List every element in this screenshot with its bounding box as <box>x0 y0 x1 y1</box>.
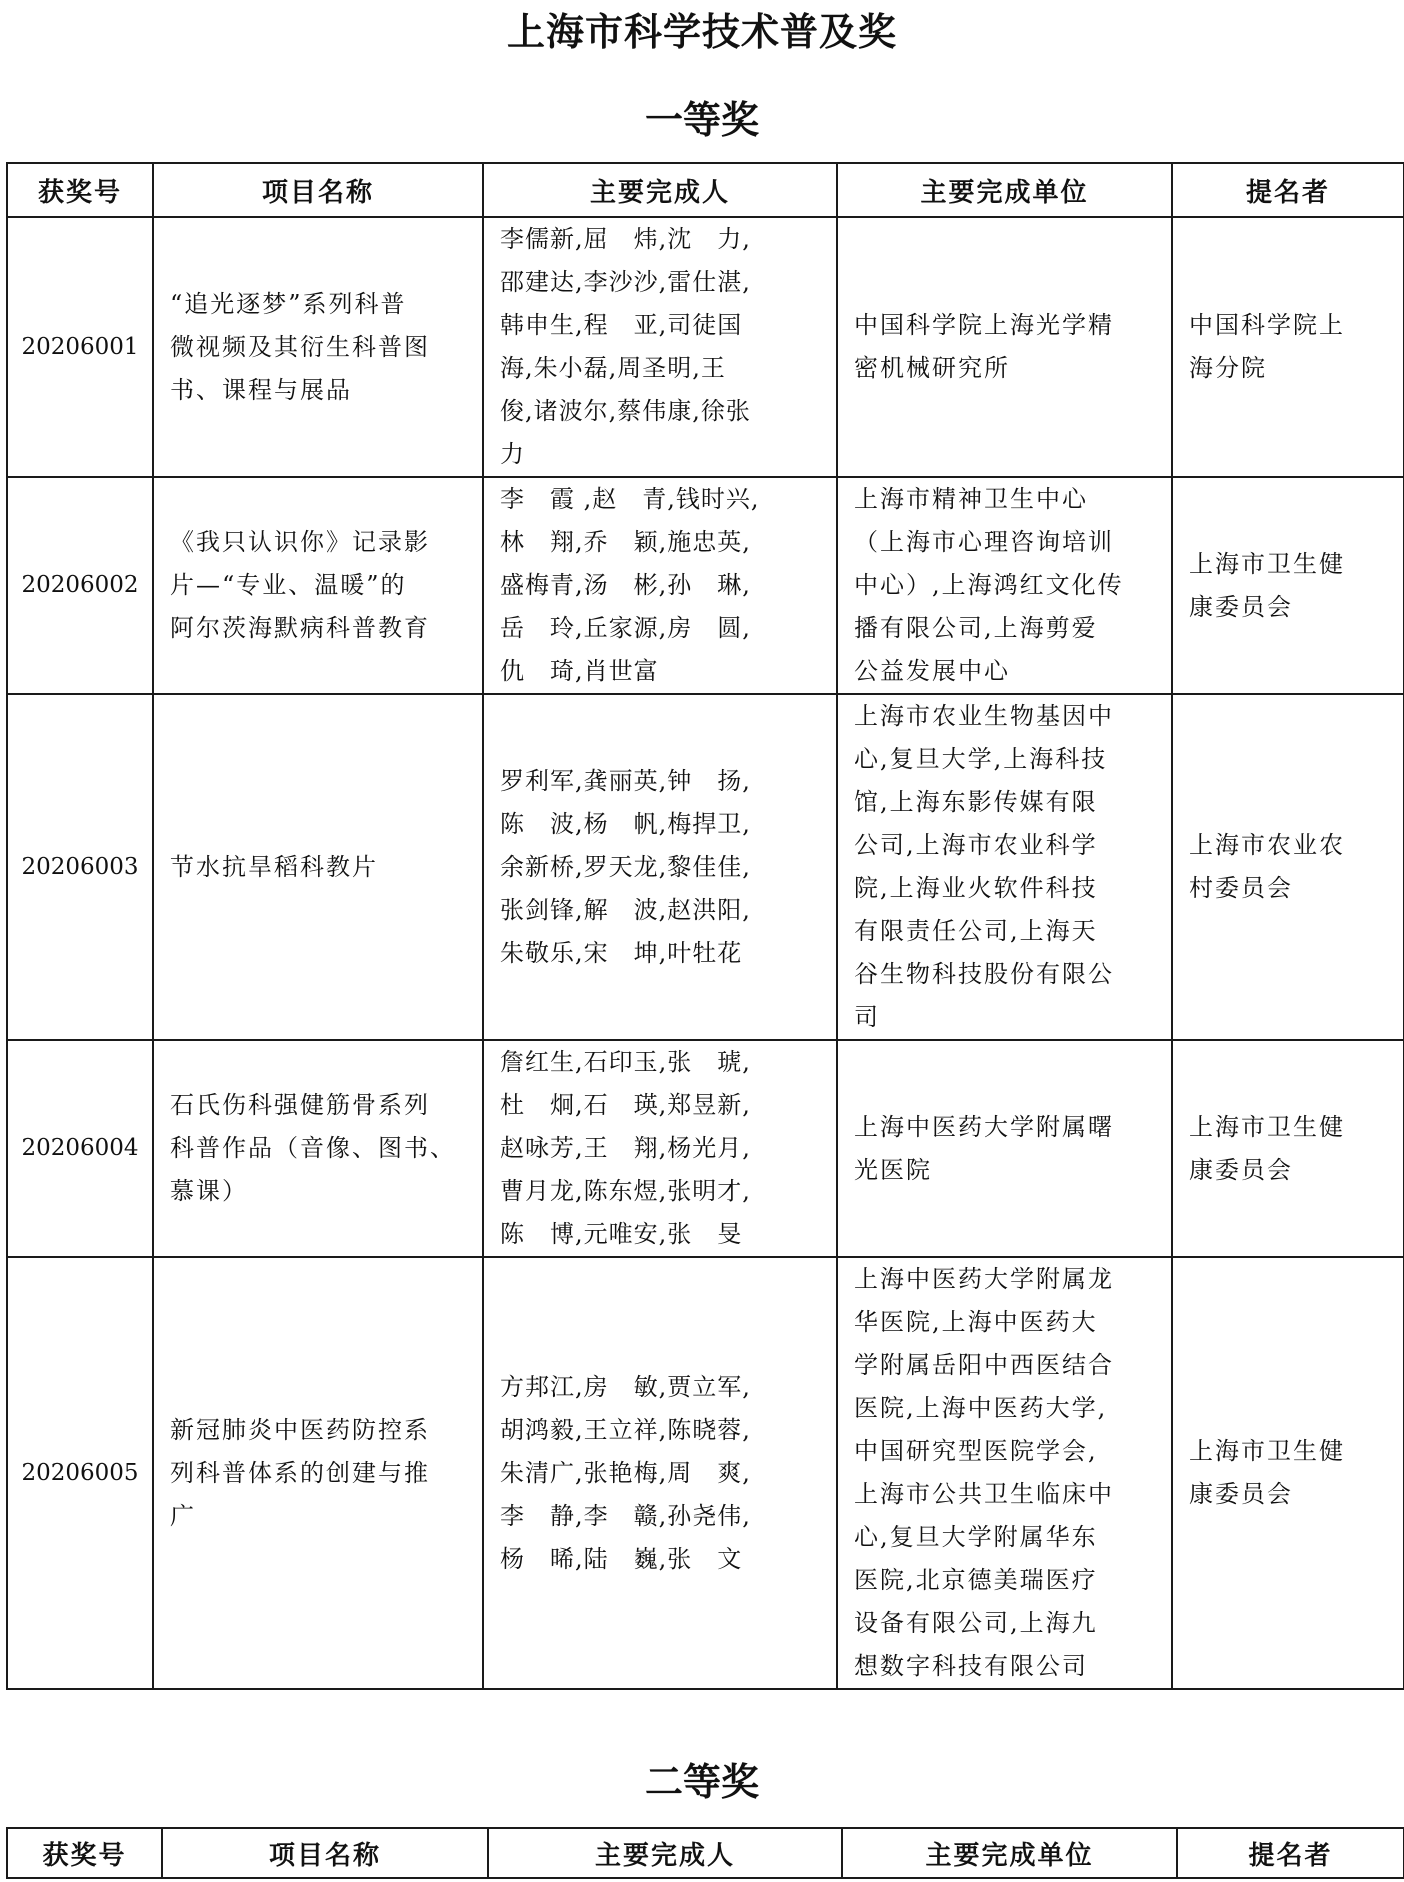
second-prize-table <box>6 1827 1404 1879</box>
cell-text-line: 村委员会 <box>1189 874 1293 902</box>
table-row <box>7 217 1404 477</box>
project-name-cell <box>153 1040 483 1257</box>
column-header-main-contributors: 主要完成人 <box>488 1828 842 1878</box>
cell-text-line: 岳 玲,丘家源,房 圆, <box>500 614 751 642</box>
table-header-row <box>7 1828 1404 1878</box>
cell-text-line: 馆,上海东影传媒有限 <box>854 788 1098 816</box>
cell-text-line: 康委员会 <box>1189 1155 1293 1184</box>
cell-text-line: 想数字科技有限公司 <box>854 1652 1088 1680</box>
cell-text-line: 院,上海业火软件科技 <box>854 874 1098 902</box>
cell-text-line: 中心）,上海鸿红文化传 <box>854 571 1124 599</box>
award-number-cell: 20206004 <box>7 1040 153 1257</box>
cell-text-line: 陈 博,元唯安,张 旻 <box>500 1220 743 1248</box>
nominator-cell <box>1172 1040 1404 1257</box>
cell-text-line: 俊,诸波尔,蔡伟康,徐张 <box>500 397 751 425</box>
column-header-main-units: 主要完成单位 <box>842 1828 1177 1878</box>
cell-text-line: 公益发展中心 <box>854 657 1010 685</box>
cell-text-line: 医院,上海中医药大学, <box>854 1394 1108 1422</box>
cell-text-line: 上海市卫生健 <box>1189 1112 1345 1141</box>
cell-text-line: 朱清广,张艳梅,周 爽, <box>500 1458 751 1487</box>
cell-text-line: 广 <box>170 1501 196 1530</box>
cell-text-line: （上海市心理咨询培训 <box>854 528 1114 556</box>
cell-text-line: 上海市卫生健 <box>1189 1437 1345 1465</box>
main-contributors-cell <box>483 694 837 1040</box>
cell-text-line: 心,复旦大学,上海科技 <box>854 745 1108 773</box>
cell-text-line: 阿尔茨海默病科普教育 <box>170 614 430 642</box>
cell-text-line: 杜 炯,石 瑛,郑昱新, <box>500 1091 751 1119</box>
cell-text-line: 上海市卫生健 <box>1189 549 1345 578</box>
cell-text-line: “追光逐梦”系列科普 <box>170 289 407 318</box>
main-units-cell <box>837 1040 1172 1257</box>
table-row <box>7 694 1404 1040</box>
cell-text-line: 海,朱小磊,周圣明,王 <box>500 354 726 382</box>
cell-text-line: 设备有限公司,上海九 <box>854 1609 1098 1637</box>
cell-text-line: 中国科学院上 <box>1189 311 1345 339</box>
cell-text-line: 朱敬乐,宋 坤,叶牡花 <box>500 938 743 967</box>
cell-text-line: 石氏伤科强健筋骨系列 <box>170 1091 430 1119</box>
cell-text-line: 陈 波,杨 帆,梅捍卫, <box>500 809 751 838</box>
nominator-cell <box>1172 1257 1404 1689</box>
main-units-cell <box>837 694 1172 1040</box>
first-prize-table <box>6 162 1404 1690</box>
cell-text-line: 医院,北京德美瑞医疗 <box>854 1566 1098 1594</box>
column-header-nominator: 提名者 <box>1177 1828 1404 1878</box>
cell-text-line: 《我只认识你》记录影 <box>170 528 430 556</box>
main-contributors-cell <box>483 1257 837 1689</box>
cell-text-line: 上海中医药大学附属龙 <box>854 1265 1114 1293</box>
cell-text-line: 华医院,上海中医药大 <box>854 1308 1098 1336</box>
nominator-cell <box>1172 694 1404 1040</box>
project-name-cell <box>153 694 483 1040</box>
main-units-cell <box>837 217 1172 477</box>
cell-text-line: 詹红生,石印玉,张 琥, <box>500 1048 751 1076</box>
cell-text-line: 光医院 <box>854 1155 932 1184</box>
cell-text-line: 上海市农业生物基因中 <box>854 702 1114 730</box>
table-row <box>7 1040 1404 1257</box>
column-header-project-name: 项目名称 <box>162 1828 488 1878</box>
cell-text-line: 曹月龙,陈东煜,张明才, <box>500 1177 751 1205</box>
project-name-cell <box>153 217 483 477</box>
cell-text-line: 海分院 <box>1189 354 1267 382</box>
first-prize-heading: 一等奖 <box>644 98 759 142</box>
column-header-project-name: 项目名称 <box>153 163 483 217</box>
nominator-cell <box>1172 217 1404 477</box>
cell-text-line: 罗利军,龚丽英,钟 扬, <box>500 766 751 795</box>
cell-text-line: 谷生物科技股份有限公 <box>854 960 1114 988</box>
main-contributors-cell <box>483 217 837 477</box>
column-header-main-units: 主要完成单位 <box>837 163 1172 217</box>
cell-text-line: 余新桥,罗天龙,黎佳佳, <box>500 852 751 881</box>
cell-text-line: 司 <box>854 1003 880 1031</box>
cell-text-line: 李 霞 ,赵 青,钱时兴, <box>500 485 760 513</box>
cell-text-line: 中国研究型医院学会, <box>854 1437 1098 1465</box>
column-header-main-contributors: 主要完成人 <box>483 163 837 217</box>
cell-text-line: 中国科学院上海光学精 <box>854 311 1114 339</box>
cell-text-line: 方邦江,房 敏,贾立军, <box>500 1372 751 1401</box>
main-units-cell <box>837 1257 1172 1689</box>
column-header-award-no: 获奖号 <box>7 163 153 217</box>
cell-text-line: 有限责任公司,上海天 <box>854 917 1098 945</box>
cell-text-line: 康委员会 <box>1189 1480 1293 1508</box>
cell-text-line: 杨 晞,陆 巍,张 文 <box>500 1544 743 1573</box>
cell-text-line: 李儒新,屈 炜,沈 力, <box>500 225 751 253</box>
cell-text-line: 康委员会 <box>1189 592 1293 621</box>
cell-text-line: 盛梅青,汤 彬,孙 琳, <box>500 571 751 599</box>
table-header-row <box>7 163 1404 217</box>
cell-text-line: 公司,上海市农业科学 <box>854 831 1098 859</box>
cell-text-line: 学附属岳阳中西医结合 <box>854 1351 1114 1379</box>
cell-text-line: 新冠肺炎中医药防控系 <box>170 1415 430 1444</box>
cell-text-line: 张剑锋,解 波,赵洪阳, <box>500 895 751 924</box>
cell-text-line: 上海中医药大学附属曙 <box>854 1112 1114 1141</box>
cell-text-line: 书、课程与展品 <box>170 375 352 404</box>
cell-text-line: 播有限公司,上海剪爱 <box>854 614 1098 642</box>
column-header-award-no: 获奖号 <box>7 1828 162 1878</box>
table-row <box>7 1257 1404 1689</box>
cell-text-line: 节水抗旱稻科教片 <box>170 852 378 881</box>
cell-text-line: 微视频及其衍生科普图 <box>170 332 430 361</box>
cell-text-line: 李 静,李 赣,孙尧伟, <box>500 1501 751 1530</box>
cell-text-line: 韩申生,程 亚,司徒国 <box>500 311 743 339</box>
page-title: 上海市科学技术普及奖 <box>506 10 897 54</box>
main-units-cell <box>837 477 1172 694</box>
main-contributors-cell <box>483 477 837 694</box>
nominator-cell <box>1172 477 1404 694</box>
cell-text-line: 赵咏芳,王 翔,杨光月, <box>500 1134 751 1162</box>
cell-text-line: 力 <box>500 440 525 468</box>
cell-text-line: 上海市公共卫生临床中 <box>854 1480 1114 1508</box>
award-number-cell: 20206003 <box>7 694 153 1040</box>
award-number-cell: 20206002 <box>7 477 153 694</box>
award-number-cell: 20206005 <box>7 1257 153 1689</box>
cell-text-line: 列科普体系的创建与推 <box>170 1458 430 1487</box>
cell-text-line: 胡鸿毅,王立祥,陈晓蓉, <box>500 1415 751 1444</box>
column-header-nominator: 提名者 <box>1172 163 1404 217</box>
main-contributors-cell <box>483 1040 837 1257</box>
cell-text-line: 片—“专业、温暖”的 <box>170 571 407 599</box>
cell-text-line: 仇 琦,肖世富 <box>500 657 659 685</box>
cell-text-line: 密机械研究所 <box>854 354 1010 382</box>
cell-text-line: 邵建达,李沙沙,雷仕湛, <box>500 268 751 296</box>
project-name-cell <box>153 1257 483 1689</box>
cell-text-line: 林 翔,乔 颖,施忠英, <box>500 528 751 556</box>
cell-text-line: 科普作品（音像、图书、 <box>170 1134 456 1162</box>
project-name-cell <box>153 477 483 694</box>
cell-text-line: 上海市精神卫生中心 <box>854 485 1088 513</box>
second-prize-heading: 二等奖 <box>644 1760 759 1804</box>
cell-text-line: 心,复旦大学附属华东 <box>854 1523 1098 1551</box>
cell-text-line: 上海市农业农 <box>1189 831 1345 859</box>
cell-text-line: 慕课） <box>170 1177 248 1205</box>
award-number-cell: 20206001 <box>7 217 153 477</box>
table-row <box>7 477 1404 694</box>
